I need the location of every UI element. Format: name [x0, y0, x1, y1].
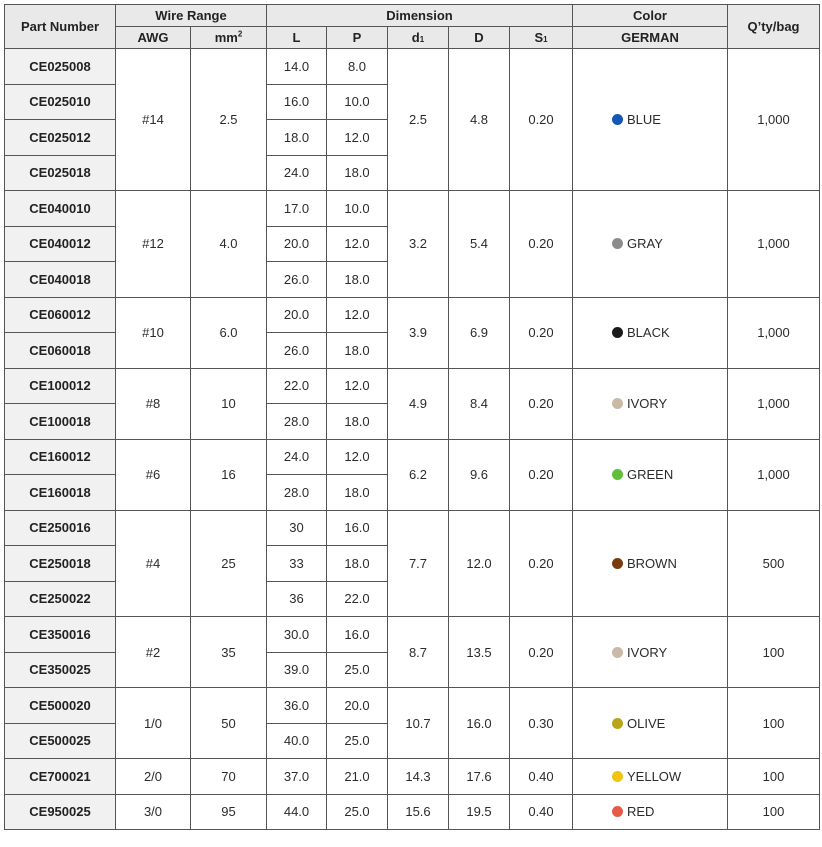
color-label: BLUE — [627, 112, 661, 127]
length-cell: 40.0 — [267, 723, 327, 759]
header-d1 — [388, 27, 449, 49]
mm2-cell: 35 — [191, 617, 267, 688]
qty-cell: 100 — [728, 759, 820, 795]
part-number-cell: CE350025 — [5, 652, 116, 688]
outer-d-cell: 13.5 — [449, 617, 510, 688]
part-number-cell: CE025018 — [5, 155, 116, 191]
color-label: OLIVE — [627, 715, 666, 731]
outer-d-cell: 12.0 — [449, 510, 510, 617]
table-row — [5, 510, 820, 546]
awg-cell: #2 — [116, 617, 191, 688]
spec-table-body — [5, 49, 820, 830]
s1-cell: 0.20 — [510, 191, 573, 298]
color-dot-icon — [612, 114, 623, 125]
pitch-cell: 21.0 — [327, 759, 388, 795]
part-number-cell: CE160012 — [5, 439, 116, 475]
table-row — [5, 49, 820, 85]
outer-d-cell: 16.0 — [449, 688, 510, 759]
length-cell: 33 — [267, 546, 327, 582]
d1-cell: 15.6 — [388, 794, 449, 830]
part-number-cell: CE040010 — [5, 191, 116, 227]
d1-cell: 4.9 — [388, 368, 449, 439]
pitch-cell: 22.0 — [327, 581, 388, 617]
part-number-cell: CE950025 — [5, 794, 116, 830]
awg-cell: 3/0 — [116, 794, 191, 830]
pitch-cell: 25.0 — [327, 652, 388, 688]
pitch-cell: 25.0 — [327, 794, 388, 830]
table-row — [5, 688, 820, 724]
outer-d-cell: 5.4 — [449, 191, 510, 298]
mm2-cell: 25 — [191, 510, 267, 617]
table-row — [5, 297, 820, 333]
table-row — [5, 617, 820, 653]
pitch-cell: 12.0 — [327, 439, 388, 475]
pitch-cell: 18.0 — [327, 333, 388, 369]
mm2-cell: 2.5 — [191, 49, 267, 191]
d1-cell: 10.7 — [388, 688, 449, 759]
mm2-cell: 95 — [191, 794, 267, 830]
s1-cell: 0.20 — [510, 297, 573, 368]
table-row — [5, 191, 820, 227]
qty-cell: 1,000 — [728, 439, 820, 510]
pitch-cell: 10.0 — [327, 84, 388, 120]
length-cell: 20.0 — [267, 226, 327, 262]
awg-cell: #14 — [116, 49, 191, 191]
mm2-cell: 10 — [191, 368, 267, 439]
length-cell: 36.0 — [267, 688, 327, 724]
pitch-cell: 18.0 — [327, 404, 388, 440]
qty-cell: 1,000 — [728, 297, 820, 368]
color-dot-icon — [612, 806, 623, 817]
length-cell: 39.0 — [267, 652, 327, 688]
part-number-cell: CE500020 — [5, 688, 116, 724]
s1-cell: 0.20 — [510, 439, 573, 510]
color-label: GREEN — [627, 467, 674, 482]
part-number-cell: CE250018 — [5, 546, 116, 582]
color-dot-icon — [612, 327, 623, 338]
color-cell — [573, 794, 728, 830]
color-cell — [573, 368, 728, 439]
color-dot-icon — [612, 398, 623, 409]
color-dot-icon — [612, 718, 623, 729]
length-cell: 28.0 — [267, 404, 327, 440]
qty-cell: 1,000 — [728, 368, 820, 439]
pitch-cell: 18.0 — [327, 155, 388, 191]
qty-cell: 100 — [728, 617, 820, 688]
pitch-cell: 16.0 — [327, 510, 388, 546]
length-cell: 22.0 — [267, 368, 327, 404]
part-number-cell: CE060012 — [5, 297, 116, 333]
color-cell — [573, 49, 728, 191]
pitch-cell: 12.0 — [327, 297, 388, 333]
part-number-cell: CE025012 — [5, 120, 116, 156]
header-qty: Q’ty/bag — [728, 5, 820, 49]
length-cell: 20.0 — [267, 297, 327, 333]
header-german: GERMAN — [573, 27, 728, 49]
length-cell: 30 — [267, 510, 327, 546]
length-cell: 14.0 — [267, 49, 327, 85]
color-label: YELLOW — [627, 768, 682, 784]
part-number-cell: CE250022 — [5, 581, 116, 617]
outer-d-cell: 17.6 — [449, 759, 510, 795]
awg-cell: #10 — [116, 297, 191, 368]
table-row — [5, 439, 820, 475]
s1-cell: 0.40 — [510, 759, 573, 795]
pitch-cell: 12.0 — [327, 368, 388, 404]
header-mm-sup: 2 — [237, 29, 243, 39]
header-color: Color — [573, 5, 728, 27]
d1-cell: 7.7 — [388, 510, 449, 617]
header-d-label: d — [411, 30, 420, 45]
header-dimension: Dimension — [267, 5, 573, 27]
part-number-cell: CE250016 — [5, 510, 116, 546]
part-number-cell: CE700021 — [5, 759, 116, 795]
qty-cell: 100 — [728, 794, 820, 830]
part-number-cell: CE025008 — [5, 49, 116, 85]
color-label: IVORY — [627, 644, 668, 660]
part-number-cell: CE040018 — [5, 262, 116, 298]
length-cell: 36 — [267, 581, 327, 617]
s1-cell: 0.40 — [510, 794, 573, 830]
part-number-cell: CE100018 — [5, 404, 116, 440]
mm2-cell: 6.0 — [191, 297, 267, 368]
length-cell: 28.0 — [267, 475, 327, 511]
color-dot-icon — [612, 558, 623, 569]
qty-cell: 1,000 — [728, 49, 820, 191]
pitch-cell: 20.0 — [327, 688, 388, 724]
awg-cell: 2/0 — [116, 759, 191, 795]
color-dot-icon — [612, 771, 623, 782]
s1-cell: 0.20 — [510, 617, 573, 688]
mm2-cell: 70 — [191, 759, 267, 795]
d1-cell: 2.5 — [388, 49, 449, 191]
d1-cell: 6.2 — [388, 439, 449, 510]
color-label: BLACK — [627, 325, 670, 340]
outer-d-cell: 9.6 — [449, 439, 510, 510]
header-s-sub: 1 — [543, 35, 548, 44]
part-number-cell: CE100012 — [5, 368, 116, 404]
spec-table — [4, 4, 820, 830]
pitch-cell: 18.0 — [327, 546, 388, 582]
header-awg: AWG — [116, 27, 191, 49]
outer-d-cell: 19.5 — [449, 794, 510, 830]
length-cell: 37.0 — [267, 759, 327, 795]
length-cell: 16.0 — [267, 84, 327, 120]
awg-cell: #12 — [116, 191, 191, 298]
d1-cell: 3.2 — [388, 191, 449, 298]
color-cell — [573, 439, 728, 510]
mm2-cell: 16 — [191, 439, 267, 510]
qty-cell: 100 — [728, 688, 820, 759]
color-cell — [573, 510, 728, 617]
color-label: BROWN — [627, 555, 677, 571]
part-number-cell: CE500025 — [5, 723, 116, 759]
color-label: IVORY — [627, 396, 668, 411]
color-dot-icon — [612, 469, 623, 480]
d1-cell: 8.7 — [388, 617, 449, 688]
pitch-cell: 12.0 — [327, 226, 388, 262]
outer-d-cell: 6.9 — [449, 297, 510, 368]
pitch-cell: 12.0 — [327, 120, 388, 156]
awg-cell: 1/0 — [116, 688, 191, 759]
qty-cell: 500 — [728, 510, 820, 617]
color-cell — [573, 688, 728, 759]
length-cell: 24.0 — [267, 155, 327, 191]
header-mm2 — [191, 27, 267, 49]
table-row — [5, 794, 820, 830]
part-number-cell: CE350016 — [5, 617, 116, 653]
length-cell: 26.0 — [267, 262, 327, 298]
pitch-cell: 8.0 — [327, 49, 388, 85]
header-D: D — [449, 27, 510, 49]
color-cell — [573, 191, 728, 298]
header-P: P — [327, 27, 388, 49]
part-number-cell: CE160018 — [5, 475, 116, 511]
color-label: RED — [627, 804, 655, 820]
header-s1 — [510, 27, 573, 49]
d1-cell: 3.9 — [388, 297, 449, 368]
d1-cell: 14.3 — [388, 759, 449, 795]
qty-cell: 1,000 — [728, 191, 820, 298]
part-number-cell: CE040012 — [5, 226, 116, 262]
pitch-cell: 16.0 — [327, 617, 388, 653]
length-cell: 26.0 — [267, 333, 327, 369]
outer-d-cell: 8.4 — [449, 368, 510, 439]
table-row — [5, 759, 820, 795]
header-s-label: S — [534, 30, 544, 45]
header-L: L — [267, 27, 327, 49]
outer-d-cell: 4.8 — [449, 49, 510, 191]
spec-table-wrapper — [4, 4, 820, 830]
header-mm-label: mm — [214, 30, 238, 45]
color-dot-icon — [612, 238, 623, 249]
mm2-cell: 4.0 — [191, 191, 267, 298]
header-d-sub: 1 — [419, 35, 425, 44]
length-cell: 30.0 — [267, 617, 327, 653]
part-number-cell: CE025010 — [5, 84, 116, 120]
length-cell: 18.0 — [267, 120, 327, 156]
s1-cell: 0.20 — [510, 49, 573, 191]
awg-cell: #4 — [116, 510, 191, 617]
s1-cell: 0.20 — [510, 510, 573, 617]
mm2-cell: 50 — [191, 688, 267, 759]
header-part-number: Part Number — [5, 5, 116, 49]
color-cell — [573, 617, 728, 688]
color-dot-icon — [612, 647, 623, 658]
awg-cell: #6 — [116, 439, 191, 510]
s1-cell: 0.30 — [510, 688, 573, 759]
length-cell: 24.0 — [267, 439, 327, 475]
color-cell — [573, 297, 728, 368]
header-wire-range: Wire Range — [116, 5, 267, 27]
pitch-cell: 18.0 — [327, 475, 388, 511]
pitch-cell: 25.0 — [327, 723, 388, 759]
pitch-cell: 18.0 — [327, 262, 388, 298]
color-cell — [573, 759, 728, 795]
s1-cell: 0.20 — [510, 368, 573, 439]
length-cell: 17.0 — [267, 191, 327, 227]
table-row — [5, 368, 820, 404]
pitch-cell: 10.0 — [327, 191, 388, 227]
length-cell: 44.0 — [267, 794, 327, 830]
awg-cell: #8 — [116, 368, 191, 439]
color-label: GRAY — [627, 236, 663, 252]
part-number-cell: CE060018 — [5, 333, 116, 369]
